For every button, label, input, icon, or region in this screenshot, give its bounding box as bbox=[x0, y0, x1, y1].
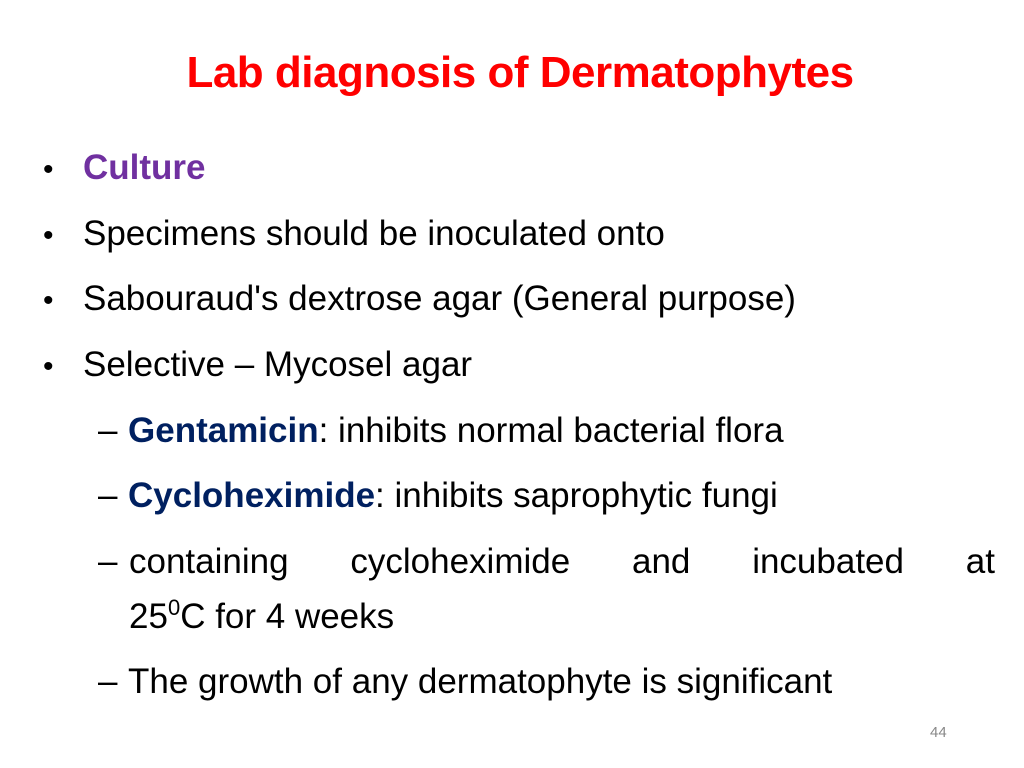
page-number: 44 bbox=[930, 724, 947, 741]
bullet-text: Selective – Mycosel agar bbox=[83, 345, 473, 384]
dash-marker: – bbox=[98, 662, 118, 701]
slide-title: Lab diagnosis of Dermatophytes bbox=[186, 48, 854, 97]
bullet-item bbox=[43, 214, 665, 254]
dash-marker: – bbox=[98, 411, 118, 450]
bullet-item bbox=[43, 345, 472, 385]
dash-marker: – bbox=[98, 476, 118, 515]
bullet-text: The growth of any dermatophyte is significant bbox=[128, 662, 833, 701]
bullet-marker: • bbox=[43, 284, 54, 317]
dash-marker: – bbox=[98, 542, 118, 581]
term-gentamicin: Gentamicin bbox=[128, 411, 319, 450]
word: and bbox=[631, 542, 691, 581]
word: containing bbox=[129, 542, 289, 581]
word: at bbox=[965, 542, 995, 581]
bullet-text: Sabouraud's dextrose agar (General purpose) bbox=[83, 279, 796, 318]
bullet-marker: • bbox=[43, 350, 54, 383]
sub-bullet-item bbox=[98, 476, 778, 516]
word: incubated bbox=[752, 542, 904, 581]
term-description: : inhibits saprophytic fungi bbox=[375, 476, 778, 515]
bullet-text-culture: Culture bbox=[83, 148, 206, 187]
bullet-item bbox=[43, 148, 206, 188]
bullet-marker: • bbox=[43, 219, 54, 252]
sub-bullet-item bbox=[98, 542, 128, 582]
bullet-item bbox=[43, 279, 796, 319]
temperature-rest: C for 4 weeks bbox=[180, 597, 395, 636]
justified-line bbox=[129, 542, 995, 582]
sub-bullet-item bbox=[98, 411, 784, 451]
superscript-degree: 0 bbox=[167, 595, 181, 620]
term-description: : inhibits normal bacterial flora bbox=[318, 411, 784, 450]
bullet-marker: • bbox=[43, 153, 54, 186]
bullet-text: Specimens should be inoculated onto bbox=[83, 214, 665, 253]
temperature-value: 25 bbox=[129, 597, 168, 636]
continuation-line bbox=[129, 597, 394, 637]
term-cycloheximide: Cycloheximide bbox=[128, 476, 376, 515]
word: cycloheximide bbox=[350, 542, 571, 581]
sub-bullet-item bbox=[98, 662, 832, 702]
